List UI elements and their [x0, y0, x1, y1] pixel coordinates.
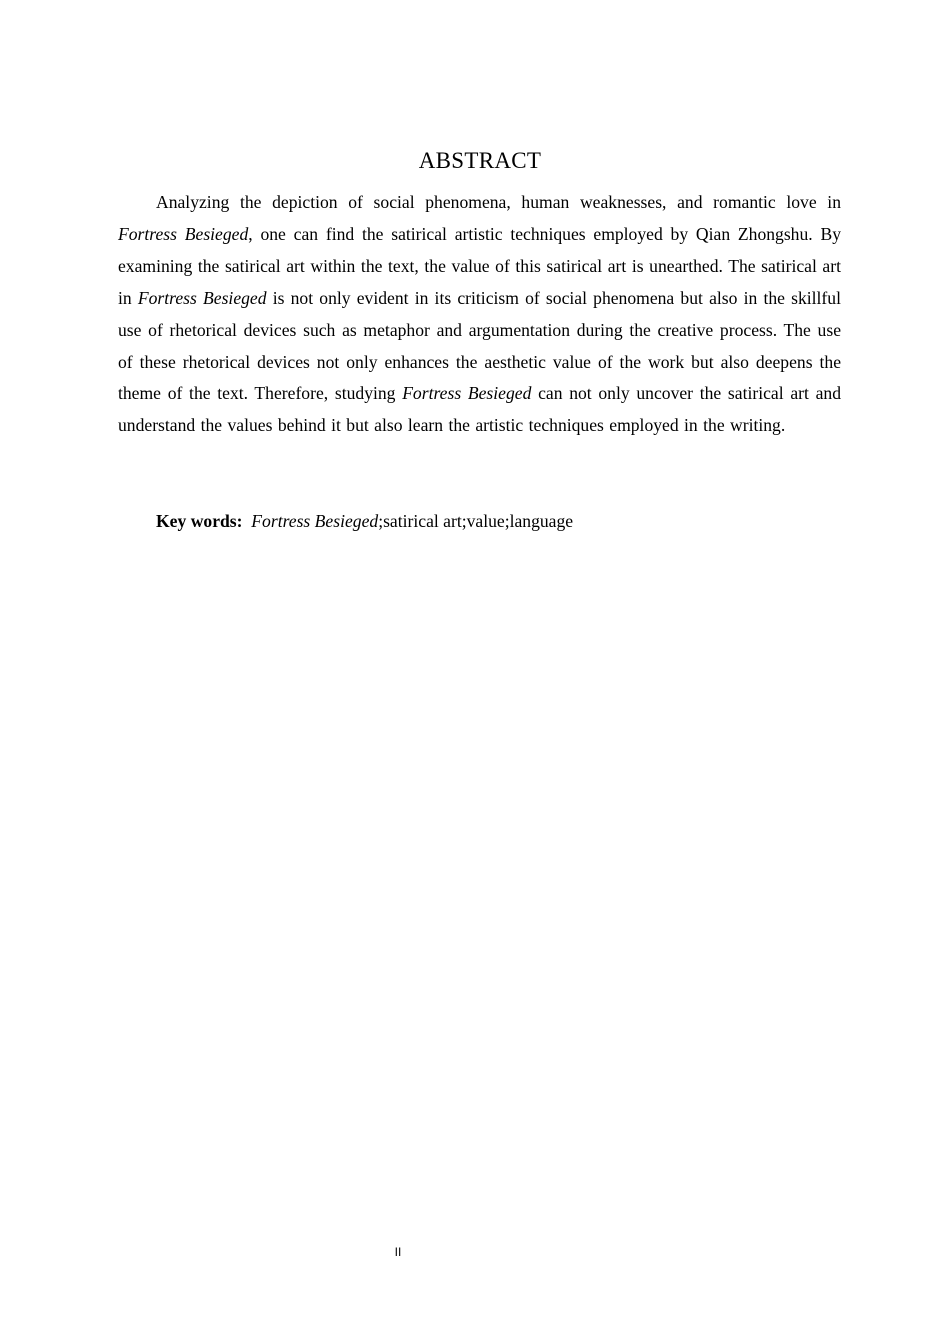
book-title-italic: Fortress Besieged [118, 223, 249, 244]
keywords-line [156, 506, 841, 538]
abstract-text-segment: , one can find the satirical artistic techniques employed by Qian Zhongshu. By examining the satirical art within the text, the value of this satirical art is unearthed. The satirical art in [118, 223, 841, 308]
abstract-text-segment: can not only uncover the satirical art and understand the values behind it but also learn the artistic techniques employed in the writing. [118, 383, 841, 436]
abstract-text-segment: is not only evident in its criticism of social phenomena but also in the skillful use of rhetorical devices such as metaphor and argumentation during the creative process. The use of these rhetorical devices not only enhances the aesthetic value of the work but also deepens the theme of the text. Therefore, studying [118, 287, 841, 404]
keywords-list: ;satirical art;value;language [378, 511, 574, 531]
keyword-book-title: Fortress Besieged [251, 511, 379, 531]
book-title-italic: Fortress Besieged [402, 383, 532, 404]
abstract-text-segment: Analyzing the depiction of social phenomena, human weaknesses, and romantic love in [156, 192, 841, 212]
keywords-label: Key words: [156, 511, 243, 531]
abstract-paragraph [118, 187, 841, 442]
book-title-italic: Fortress Besieged [137, 287, 267, 308]
abstract-title: ABSTRACT [418, 148, 542, 173]
page-number: II [394, 1245, 402, 1259]
